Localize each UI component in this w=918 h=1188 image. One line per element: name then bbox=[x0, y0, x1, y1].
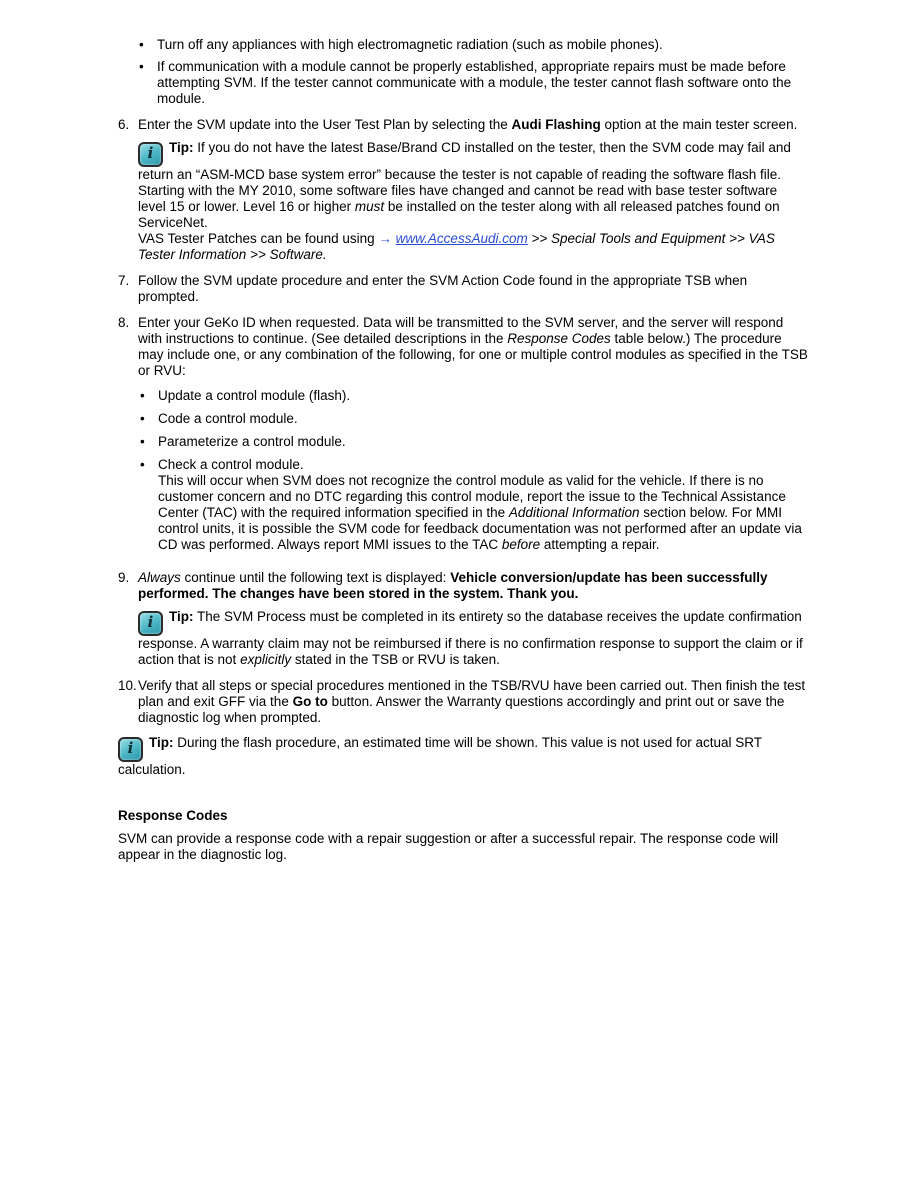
list-item bbox=[139, 37, 808, 53]
bullet-text bbox=[158, 457, 808, 553]
tip-1-path: >> Special Tools and Equipment >> VAS Tester Information >> Software. bbox=[138, 231, 775, 262]
accessaudi-link[interactable] bbox=[378, 231, 527, 246]
step-10 bbox=[118, 678, 808, 726]
step-10-text-pre: Verify that all steps or special procedures mentioned in the TSB/RVU have been carried out. Then finish the test plan and exit GFF via the bbox=[138, 678, 806, 709]
info-icon bbox=[138, 611, 163, 636]
bullet-icon: • bbox=[140, 434, 145, 449]
step-9-bold: Vehicle conversion/update has been successfully performed. The changes have been stored in the system. Thank you. bbox=[138, 570, 768, 601]
list-item bbox=[139, 59, 808, 107]
step-number: 6. bbox=[118, 117, 130, 132]
step-10-bold: Go to bbox=[292, 694, 328, 709]
step-7-text: Follow the SVM update procedure and enter the SVM Action Code found in the appropriate TSB when prompted. bbox=[138, 273, 748, 304]
step-9 bbox=[118, 570, 808, 668]
step-7 bbox=[118, 273, 808, 305]
step-number: 9. bbox=[118, 570, 130, 585]
tip-1-text-2: be installed on the tester along with all released patches found on ServiceNet. bbox=[138, 199, 780, 230]
step-9-text bbox=[138, 570, 808, 602]
info-icon-glyph: i bbox=[127, 739, 134, 757]
bullet-icon: • bbox=[139, 37, 144, 52]
tip-1-italic: must bbox=[354, 199, 385, 214]
tip-2-text-2: stated in the TSB or RVU is taken. bbox=[291, 652, 500, 667]
step-8-italic: Response Codes bbox=[507, 331, 611, 346]
info-icon bbox=[118, 737, 143, 762]
bullet-text: Update a control module (flash). bbox=[158, 388, 351, 403]
step-number: 8. bbox=[118, 315, 130, 330]
intro-bullet-list bbox=[139, 37, 808, 107]
info-icon-glyph: i bbox=[147, 144, 154, 162]
step-6-text bbox=[138, 117, 808, 133]
bullet-text: If communication with a module cannot be properly established, appropriate repairs must be made before attempting SVM. If the tester cannot communicate with a module, the tester cannot flash software onto the module. bbox=[157, 59, 792, 106]
accessaudi-link-text[interactable]: www.AccessAudi.com bbox=[395, 231, 528, 246]
step-6-text-pre: Enter the SVM update into the User Test Plan by selecting the bbox=[138, 117, 512, 132]
response-codes-paragraph: SVM can provide a response code with a repair suggestion or after a successful repair. The response code will appear in the diagnostic log. bbox=[118, 831, 779, 862]
tip-2-italic: explicitly bbox=[240, 652, 292, 667]
step-6-bold: Audi Flashing bbox=[511, 117, 601, 132]
step-8-text-post: table below.) The procedure may include one, or any combination of the following, for one or multiple control modules as specified in the TSB or RVU: bbox=[138, 331, 808, 378]
step-9-text-pre: continue until the following text is displayed: bbox=[180, 570, 451, 585]
tip-note-2 bbox=[138, 609, 808, 668]
tip-note-1 bbox=[138, 140, 808, 263]
bullet-4-text-2: section below. For MMI control units, it is possible the SVM code for feedback documentation was not performed after an update via CD was performed. Always report MMI issues to the TAC bbox=[158, 505, 802, 552]
tip-note-3 bbox=[118, 735, 808, 778]
arrow-icon: → bbox=[378, 231, 396, 246]
step-9-italic: Always bbox=[138, 570, 181, 585]
step-8-text bbox=[138, 315, 808, 379]
step-6-text-post: option at the main tester screen. bbox=[600, 117, 798, 132]
step-8-text-pre: Enter your GeKo ID when requested. Data will be transmitted to the SVM server, and the server will respond with instructions to continue. (See detailed descriptions in the bbox=[138, 315, 784, 346]
tip-2-text: The SVM Process must be completed in its entirety so the database receives the update confirmation response. A warranty claim may not be reimbursed if there is no confirmation response to support the claim or if action that is not bbox=[138, 609, 803, 667]
bullet-text: Turn off any appliances with high electromagnetic radiation (such as mobile phones). bbox=[157, 37, 663, 52]
bullet-4-italic: Additional Information bbox=[508, 505, 640, 520]
tip-label: Tip: bbox=[169, 140, 194, 155]
step-6 bbox=[118, 117, 808, 263]
bullet-icon: • bbox=[139, 59, 144, 74]
bullet-text: Code a control module. bbox=[158, 411, 298, 426]
step-8 bbox=[118, 315, 808, 560]
bullet-icon: • bbox=[140, 388, 145, 403]
step-10-text-post: button. Answer the Warranty questions accordingly and print out or save the diagnostic log when prompted. bbox=[138, 694, 785, 725]
bullet-icon: • bbox=[140, 411, 145, 426]
bullet-4-text-3: attempting a repair. bbox=[540, 537, 660, 552]
tip-label: Tip: bbox=[149, 735, 174, 750]
step-8-bullet-list bbox=[140, 388, 808, 553]
tip-3-text: During the flash procedure, an estimated time will be shown. This value is not used for actual SRT calculation. bbox=[118, 735, 762, 777]
bullet-4-text: This will occur when SVM does not recognize the control module as valid for the vehicle. If there is no customer concern and no DTC regarding this control module, report the issue to the Technical Assistance Center (TAC) with the required information specified in the bbox=[158, 473, 786, 520]
list-item bbox=[140, 434, 808, 450]
tip-label: Tip: bbox=[169, 609, 194, 624]
bullet-4-italic-2: before bbox=[501, 537, 541, 552]
step-10-text bbox=[138, 678, 808, 726]
list-item bbox=[140, 388, 808, 404]
info-icon bbox=[138, 142, 163, 167]
bullet-text: Parameterize a control module. bbox=[158, 434, 346, 449]
tip-1-line2: VAS Tester Patches can be found using bbox=[138, 231, 379, 246]
info-icon-glyph: i bbox=[147, 613, 154, 631]
step-number: 7. bbox=[118, 273, 130, 288]
tip-1-text: If you do not have the latest Base/Brand CD installed on the tester, then the SVM code may fail and return an “ASM-MCD base system error” because the tester is not capable of reading the software flash file. Starting with the MY 2010, some software files have changed and cannot be read with base tester software level 15 or lower. Level 16 or higher bbox=[138, 140, 791, 214]
list-item bbox=[140, 411, 808, 427]
list-item bbox=[140, 457, 808, 553]
step-number: 10. bbox=[118, 678, 137, 693]
bullet-4-head: Check a control module. bbox=[158, 457, 304, 472]
section-heading-response-codes: Response Codes bbox=[118, 808, 228, 823]
bullet-icon: • bbox=[140, 457, 145, 472]
